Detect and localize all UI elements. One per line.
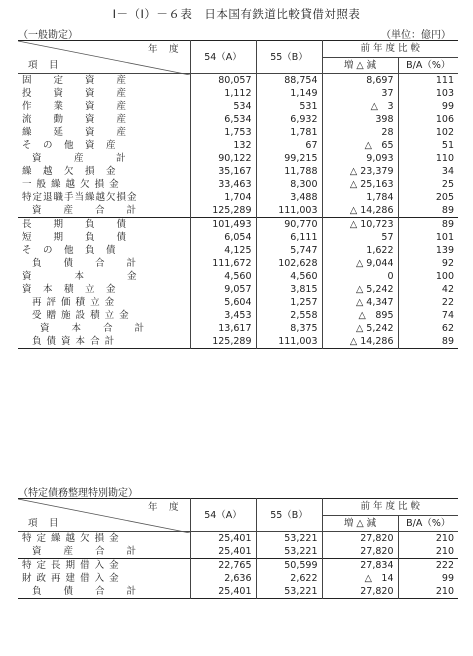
value-ratio: 210 xyxy=(435,586,454,597)
value-54: 4,560 xyxy=(190,270,256,283)
value-55: 4,560 xyxy=(256,270,322,283)
value-diff: 398 xyxy=(322,113,398,126)
value-55: 531 xyxy=(256,100,322,113)
value-54: 6,534 xyxy=(190,113,256,126)
value-diff: △ 5,242 xyxy=(322,283,398,296)
table-row xyxy=(18,585,458,599)
header-diff: 増 △ 減 xyxy=(322,515,398,532)
value-54: 101,493 xyxy=(190,218,256,232)
value-ratio: 89 xyxy=(398,218,458,232)
row-label: 資 産 合 計 xyxy=(18,545,190,559)
value-54: 534 xyxy=(190,100,256,113)
table-row xyxy=(18,113,458,126)
value-55: 6,932 xyxy=(256,113,322,126)
value-diff: 9,093 xyxy=(322,152,398,165)
value-ratio: 222 xyxy=(398,559,458,573)
value-54: 9,057 xyxy=(190,283,256,296)
value-ratio: 74 xyxy=(441,310,454,321)
table-row xyxy=(18,178,458,191)
value-ratio: 205 xyxy=(435,192,454,203)
value-diff: 57 xyxy=(322,231,398,244)
header-diff: 増 △ 減 xyxy=(322,57,398,74)
table-row xyxy=(18,244,458,257)
table-header xyxy=(18,499,458,532)
row-label: 作 業 資 産 xyxy=(18,100,190,113)
value-54: 2,636 xyxy=(190,572,256,585)
value-diff: △ 14 xyxy=(322,572,398,585)
table-row xyxy=(18,87,458,100)
table-row xyxy=(18,270,458,283)
table-row xyxy=(18,126,458,139)
header-ratio: B/A（%） xyxy=(406,517,451,529)
value-55: 3,488 xyxy=(256,191,322,204)
row-label: 資 本 金 xyxy=(18,270,190,283)
table-row xyxy=(18,572,458,585)
table-row xyxy=(18,100,458,113)
header-ratio: B/A（%） xyxy=(406,59,451,71)
table-row xyxy=(18,74,458,88)
value-diff: △ 4,347 xyxy=(322,296,398,309)
value-54: 125,289 xyxy=(190,204,256,218)
value-diff: △ 23,379 xyxy=(322,165,398,178)
value-diff: 8,697 xyxy=(322,74,398,88)
value-diff: 27,820 xyxy=(322,545,398,559)
table-row xyxy=(18,296,458,309)
row-label: 負 債 資 本 合 計 xyxy=(18,335,190,349)
table-row xyxy=(18,139,458,152)
value-55: 1,149 xyxy=(256,87,322,100)
header-compare: 前 年 度 比 較 xyxy=(322,499,458,516)
value-ratio: 210 xyxy=(435,546,454,557)
value-ratio: 92 xyxy=(441,258,454,269)
value-55: 102,628 xyxy=(256,257,322,270)
value-55: 2,622 xyxy=(256,572,322,585)
value-diff: △ 9,044 xyxy=(322,257,398,270)
table-row xyxy=(18,532,458,546)
value-55: 53,221 xyxy=(256,585,322,599)
value-55: 90,770 xyxy=(256,218,322,232)
value-ratio: 110 xyxy=(435,153,454,164)
value-ratio: 25 xyxy=(441,179,454,190)
value-55: 50,599 xyxy=(256,559,322,573)
value-ratio: 62 xyxy=(441,323,454,334)
value-diff: △ 14,286 xyxy=(322,204,398,218)
value-diff: 28 xyxy=(322,126,398,139)
value-ratio: 51 xyxy=(441,140,454,151)
row-label: 再 評 価 積 立 金 xyxy=(18,296,190,309)
row-label: 特定退職手当繰越欠損金 xyxy=(18,191,190,204)
value-ratio: 42 xyxy=(441,284,454,295)
row-label: そ の 他 負 債 xyxy=(18,244,190,257)
value-55: 99,215 xyxy=(256,152,322,165)
value-ratio: 101 xyxy=(435,232,454,243)
row-label: 固 定 資 産 xyxy=(18,74,190,88)
value-54: 25,401 xyxy=(190,585,256,599)
value-55: 6,111 xyxy=(256,231,322,244)
value-54: 80,057 xyxy=(190,74,256,88)
special-account-table xyxy=(18,498,458,599)
row-label: 流 動 資 産 xyxy=(18,113,190,126)
section1-name: （一般勘定） xyxy=(18,30,78,41)
value-diff: △ 65 xyxy=(322,139,398,152)
row-label: そ の 他 資 産 xyxy=(18,139,190,152)
table-header xyxy=(18,41,458,74)
row-label: 資 産 計 xyxy=(18,152,190,165)
value-55: 2,558 xyxy=(256,309,322,322)
header-item-label: 項 目 xyxy=(28,60,60,71)
value-54: 1,704 xyxy=(190,191,256,204)
table-row xyxy=(18,257,458,270)
table-row xyxy=(18,283,458,296)
unit-label: （単位：億円） xyxy=(381,30,451,41)
header-col-b: 55（B） xyxy=(256,499,322,532)
value-ratio: 22 xyxy=(441,297,454,308)
row-label: 負 債 合 計 xyxy=(18,585,190,599)
row-label: 繰 延 資 産 xyxy=(18,126,190,139)
value-54: 13,617 xyxy=(190,322,256,335)
value-diff: △ 14,286 xyxy=(322,335,398,349)
header-year-label: 年 度 xyxy=(147,502,180,513)
table-body xyxy=(18,532,458,599)
table-row xyxy=(18,309,458,322)
value-54: 5,604 xyxy=(190,296,256,309)
row-label: 長 期 負 債 xyxy=(18,218,190,232)
row-label: 資 本 合 計 xyxy=(18,322,190,335)
value-ratio: 106 xyxy=(435,114,454,125)
row-label: 繰 越 欠 損 金 xyxy=(18,165,190,178)
value-54: 3,453 xyxy=(190,309,256,322)
value-55: 111,003 xyxy=(256,204,322,218)
value-55: 67 xyxy=(256,139,322,152)
row-label: 資 本 積 立 金 xyxy=(18,283,190,296)
value-ratio: 103 xyxy=(435,88,454,99)
value-ratio: 102 xyxy=(435,127,454,138)
value-ratio: 111 xyxy=(398,74,458,88)
value-ratio: 34 xyxy=(441,166,454,177)
header-compare: 前 年 度 比 較 xyxy=(322,41,458,58)
header-col-a: 54（A） xyxy=(190,41,256,74)
value-54: 22,765 xyxy=(190,559,256,573)
value-ratio: 210 xyxy=(398,532,458,546)
value-diff: 27,820 xyxy=(322,585,398,599)
value-diff: △ 5,242 xyxy=(322,322,398,335)
value-diff: 27,820 xyxy=(322,532,398,546)
value-diff: △ 25,163 xyxy=(322,178,398,191)
value-54: 1,112 xyxy=(190,87,256,100)
table-row xyxy=(18,165,458,178)
page-title: Ⅰ－（Ⅰ）－６表 日本国有鉄道比較貸借対照表 xyxy=(112,7,361,21)
section2-name: （特定債務整理特別勘定） xyxy=(18,488,138,499)
table-row xyxy=(18,218,458,232)
value-ratio: 89 xyxy=(441,336,454,347)
header-corner-cell xyxy=(18,499,190,532)
table-row xyxy=(18,152,458,165)
row-label: 資 産 合 計 xyxy=(18,204,190,218)
row-label: 特 定 長 期 借 入 金 xyxy=(18,559,190,573)
value-54: 132 xyxy=(190,139,256,152)
value-55: 8,375 xyxy=(256,322,322,335)
row-label: 投 資 資 産 xyxy=(18,87,190,100)
table-row xyxy=(18,559,458,573)
value-diff: 37 xyxy=(322,87,398,100)
general-account-table xyxy=(18,40,458,349)
value-ratio: 99 xyxy=(441,101,454,112)
value-ratio: 100 xyxy=(435,271,454,282)
value-diff: 27,834 xyxy=(322,559,398,573)
value-diff: 0 xyxy=(322,270,398,283)
header-year-label: 年 度 xyxy=(147,44,180,55)
row-label: 受 贈 施 設 積 立 金 xyxy=(18,309,190,322)
value-55: 88,754 xyxy=(256,74,322,88)
value-55: 53,221 xyxy=(256,532,322,546)
value-55: 3,815 xyxy=(256,283,322,296)
value-diff: △ 895 xyxy=(322,309,398,322)
value-54: 33,463 xyxy=(190,178,256,191)
table-row xyxy=(18,322,458,335)
table-row xyxy=(18,191,458,204)
value-54: 125,289 xyxy=(190,335,256,349)
row-label: 一 般 繰 越 欠 損 金 xyxy=(18,178,190,191)
value-54: 25,401 xyxy=(190,532,256,546)
header-col-a: 54（A） xyxy=(190,499,256,532)
value-55: 5,747 xyxy=(256,244,322,257)
table-row xyxy=(18,204,458,218)
row-label: 負 債 合 計 xyxy=(18,257,190,270)
row-label: 財 政 再 建 借 入 金 xyxy=(18,572,190,585)
value-55: 8,300 xyxy=(256,178,322,191)
table-row xyxy=(18,545,458,559)
table-row xyxy=(18,231,458,244)
value-54: 25,401 xyxy=(190,545,256,559)
value-ratio: 89 xyxy=(441,205,454,216)
value-diff: △ 10,723 xyxy=(322,218,398,232)
value-54: 6,054 xyxy=(190,231,256,244)
row-label: 短 期 負 債 xyxy=(18,231,190,244)
table-body xyxy=(18,74,458,349)
header-corner-cell xyxy=(18,41,190,74)
value-55: 53,221 xyxy=(256,545,322,559)
value-55: 111,003 xyxy=(256,335,322,349)
header-item-label: 項 目 xyxy=(28,518,60,529)
value-54: 4,125 xyxy=(190,244,256,257)
value-54: 90,122 xyxy=(190,152,256,165)
value-55: 1,257 xyxy=(256,296,322,309)
value-ratio: 139 xyxy=(435,245,454,256)
value-54: 111,672 xyxy=(190,257,256,270)
value-ratio: 99 xyxy=(441,573,454,584)
value-diff: 1,622 xyxy=(322,244,398,257)
row-label: 特 定 繰 越 欠 損 金 xyxy=(18,532,190,546)
table-row xyxy=(18,335,458,349)
header-col-b: 55（B） xyxy=(256,41,322,74)
value-54: 1,753 xyxy=(190,126,256,139)
value-diff: 1,784 xyxy=(322,191,398,204)
value-55: 11,788 xyxy=(256,165,322,178)
value-55: 1,781 xyxy=(256,126,322,139)
value-54: 35,167 xyxy=(190,165,256,178)
value-diff: △ 3 xyxy=(322,100,398,113)
